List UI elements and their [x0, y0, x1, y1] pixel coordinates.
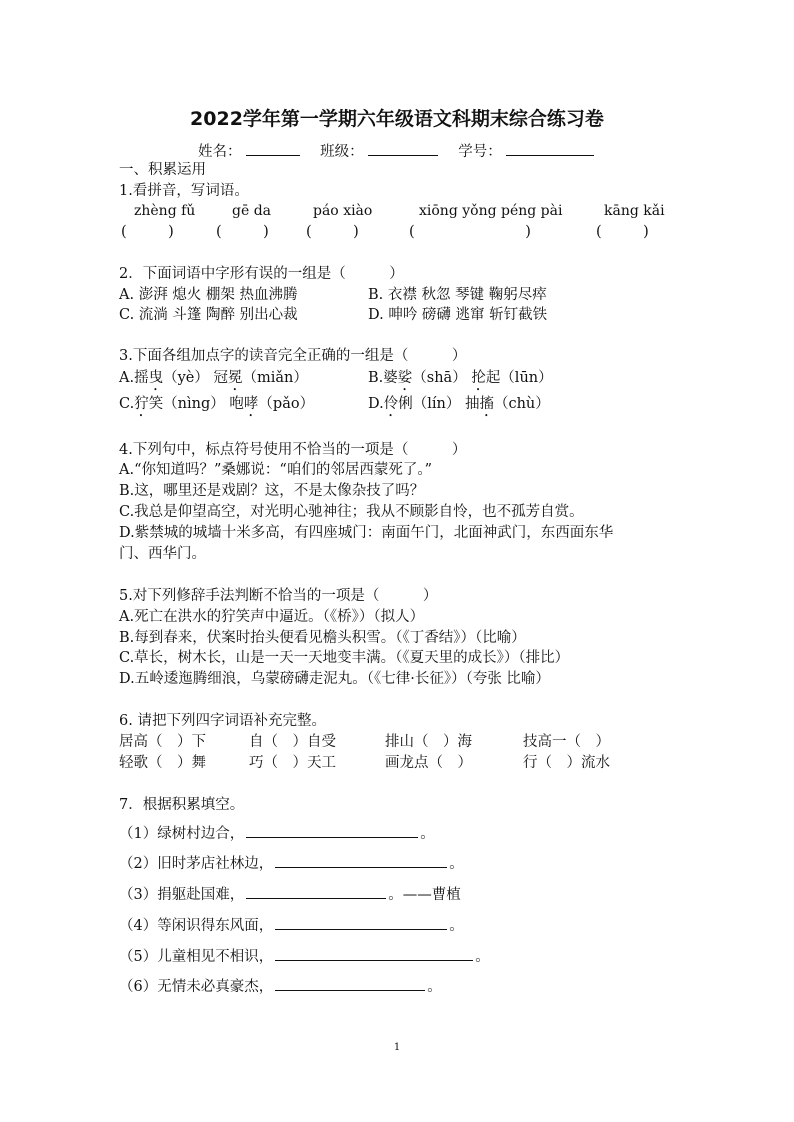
- name-label: 姓名：: [198, 144, 242, 160]
- q2-option-a: A. 澎湃 熄火 棚架 热血沸腾: [119, 287, 298, 303]
- answer-paren-4[interactable]: ( ): [409, 224, 531, 240]
- q3-option-b: [368, 368, 553, 394]
- section-heading: 一、积累运用: [119, 162, 206, 178]
- exam-title: 2022学年第一学期六年级语文科期末综合练习卷: [190, 108, 604, 130]
- q7-item-6: [119, 975, 442, 997]
- q3-stem: 3.下面各组加点字的读音完全正确的一组是（ ）: [119, 348, 467, 364]
- q3-b-suffix: 起（lūn）: [485, 370, 553, 386]
- q5-stem: 5.对下列修辞手法判断不恰当的一项是（ ）: [119, 588, 438, 604]
- q6-stem: 6. 请把下列四字词语补充完整。: [119, 713, 326, 729]
- q3-option-c: [119, 394, 314, 420]
- q1-stem: 1.看拼音，写词语。: [119, 183, 249, 199]
- q7-item-5-blank[interactable]: [275, 945, 473, 961]
- q7-item-2-prompt: （2）旧时茅店社林边，: [119, 856, 274, 872]
- q3-d-middle: 俐（lín） 抽: [398, 396, 480, 412]
- q5-option-b: B.每到春来，伏案时抬头便看见檐头积雪。（《丁香结》）（比喻）: [119, 630, 526, 646]
- q3-a-dotted-2: 冕: [227, 370, 243, 386]
- q7-item-4-prompt: （4）等闲识得东风面，: [119, 918, 274, 934]
- student-info: [198, 140, 598, 161]
- q3-c-suffix: （pǎo）: [258, 396, 315, 412]
- q2-option-c: C. 流淌 斗篷 陶醉 别出心裁: [119, 307, 298, 323]
- q7-item-6-blank[interactable]: [275, 975, 425, 991]
- idiom-7[interactable]: 画龙点（ ）: [385, 755, 472, 771]
- q5-option-d: D.五岭逶迤腾细浪，乌蒙磅礴走泥丸。（《七律·长征》）（夸张 比喻）: [119, 671, 550, 687]
- answer-paren-1[interactable]: ( ): [121, 224, 174, 240]
- q4-option-d-cont: 门、西华门。: [119, 546, 206, 562]
- pinyin-3: páo xiào: [313, 203, 373, 219]
- q3-d-prefix: D.: [368, 396, 384, 412]
- q3-a-suffix: （miǎn）: [242, 370, 308, 386]
- q3-option-d: [368, 394, 550, 420]
- answer-paren-2[interactable]: ( ): [216, 224, 269, 240]
- q7-item-4-blank[interactable]: [275, 914, 447, 930]
- answer-paren-5[interactable]: ( ): [596, 224, 649, 240]
- name-blank[interactable]: [246, 141, 300, 156]
- q4-option-b: B.这，哪里还是戏剧？这，不是太像杂技了吗？: [119, 483, 425, 499]
- q3-c-middle: 笑（nìng） 咆: [148, 396, 244, 412]
- q7-item-3-prompt: （3）捐躯赴国难，: [119, 887, 245, 903]
- idiom-1[interactable]: 居高（ ）下: [119, 734, 206, 750]
- q2-option-b: B. 衣襟 秋忽 琴键 鞠躬尽瘁: [368, 287, 547, 303]
- idiom-8[interactable]: 行（ ）流水: [523, 755, 610, 771]
- q7-item-3-blank[interactable]: [246, 883, 386, 899]
- q3-a-middle: （yè） 冠: [163, 370, 228, 386]
- q7-item-5: [119, 945, 490, 967]
- q7-item-4: [119, 914, 464, 936]
- q7-item-2-blank[interactable]: [275, 852, 447, 868]
- class-blank[interactable]: [368, 141, 438, 156]
- q3-option-a: [119, 368, 308, 394]
- q7-item-4-end: 。: [449, 918, 464, 934]
- idiom-4[interactable]: 技高一（ ）: [523, 734, 610, 750]
- q3-b-middle: （shā）: [412, 370, 472, 386]
- idiom-3[interactable]: 排山（ ）海: [385, 734, 472, 750]
- q3-b-prefix: B.婆: [368, 370, 398, 386]
- q7-item-6-prompt: （6）无情未必真豪杰，: [119, 979, 274, 995]
- q7-item-5-end: 。: [475, 949, 490, 965]
- pinyin-5: kāng kǎi: [604, 203, 665, 219]
- q7-item-1-prompt: （1）绿树村边合，: [119, 826, 245, 842]
- id-label: 学号：: [458, 144, 502, 160]
- idiom-2[interactable]: 自（ ）自受: [249, 734, 336, 750]
- class-label: 班级：: [320, 144, 364, 160]
- q7-item-1: [119, 822, 435, 844]
- q2-stem: 2．下面词语中字形有误的一组是（ ）: [119, 266, 404, 282]
- q7-item-6-end: 。: [427, 979, 442, 995]
- q4-option-c: C.我总是仰望高空，对光明心驰神往；我从不顾影自怜，也不孤芳自赏。: [119, 504, 584, 520]
- q3-a-prefix: A.摇: [119, 370, 149, 386]
- q7-item-3: [119, 883, 461, 905]
- q3-c-prefix: C.: [119, 396, 135, 412]
- q7-item-3-end: 。——曹植: [388, 887, 461, 903]
- q3-b-dotted-2: 抡: [471, 370, 486, 386]
- q5-option-c: C.草长，树木长，山是一天一天地变丰满。（《夏天里的成长》）（排比）: [119, 650, 570, 666]
- q4-option-a: A.“你知道吗？”桑娜说：“咱们的邻居西蒙死了。”: [119, 462, 432, 478]
- q3-d-suffix: （chù）: [493, 396, 550, 412]
- q7-item-2-end: 。: [449, 856, 464, 872]
- q2-option-d: D. 呻吟 磅礴 逃窜 斩钉截铁: [368, 307, 548, 323]
- idiom-5[interactable]: 轻歌（ ）舞: [119, 755, 206, 771]
- pinyin-2: gē da: [232, 203, 272, 219]
- q7-item-5-prompt: （5）儿童相见不相识，: [119, 949, 274, 965]
- q3-b-dotted-1: 娑: [397, 370, 413, 386]
- pinyin-1: zhèng fǔ: [134, 203, 196, 219]
- q4-option-d: D.紫禁城的城墙十米多高，有四座城门：南面午门，北面神武门，东西面东华: [119, 525, 614, 541]
- q5-option-a: A.死亡在洪水的狞笑声中逼近。（《桥》）（拟人）: [119, 609, 425, 625]
- idiom-6[interactable]: 巧（ ）天工: [249, 755, 336, 771]
- pinyin-4: xiōng yǒng péng pài: [419, 203, 563, 219]
- page-number: 1: [393, 1042, 401, 1053]
- q7-item-2: [119, 852, 464, 874]
- q7-item-1-end: 。: [420, 826, 435, 842]
- q3-c-dotted-1: 狞: [134, 396, 149, 412]
- q4-stem: 4.下列句中，标点符号使用不恰当的一项是（ ）: [119, 442, 467, 458]
- answer-paren-3[interactable]: ( ): [306, 224, 359, 240]
- q3-c-dotted-2: 哮: [243, 396, 259, 412]
- q3-a-dotted-1: 曳: [148, 370, 164, 386]
- q7-stem: 7．根据积累填空。: [119, 797, 245, 813]
- q3-d-dotted-1: 伶: [383, 396, 399, 412]
- q3-d-dotted-2: 搐: [479, 396, 494, 412]
- id-blank[interactable]: [506, 141, 594, 156]
- q7-item-1-blank[interactable]: [246, 822, 418, 838]
